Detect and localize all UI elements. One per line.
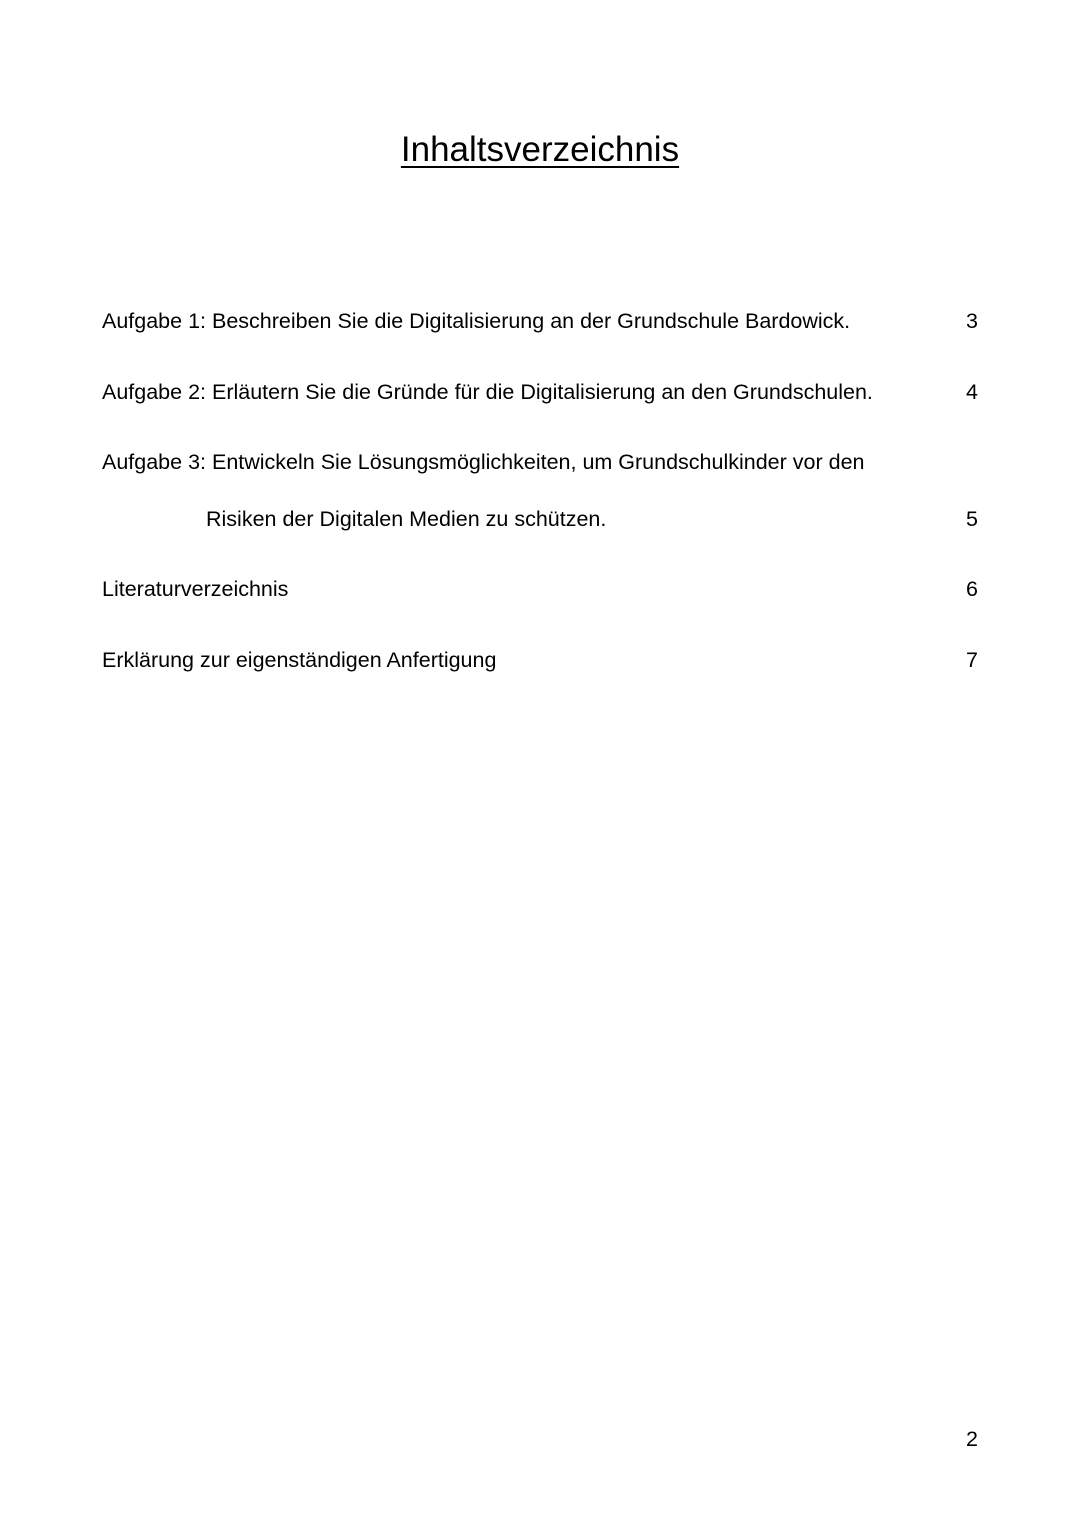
toc-entry	[102, 645, 978, 675]
toc-entry	[102, 447, 978, 477]
toc-entry	[102, 574, 978, 604]
toc-entry-text: Erklärung zur eigenständigen Anfertigung	[102, 648, 497, 672]
toc-heading	[0, 128, 1080, 172]
toc-entry-page: 4	[966, 380, 978, 404]
toc-entry-text: Aufgabe 2: Erläutern Sie die Gründe für die Digitalisierung an den Grundschulen.	[102, 380, 873, 404]
toc-entry	[102, 377, 978, 407]
toc-entry-text: Literaturverzeichnis	[102, 577, 289, 601]
toc-entry-text: Aufgabe 1: Beschreiben Sie die Digitalisierung an der Grundschule Bardowick.	[102, 309, 851, 333]
toc-entry-continuation-text: Risiken der Digitalen Medien zu schützen.	[206, 507, 607, 531]
toc-entry-page: 5	[966, 507, 978, 531]
page-number: 2	[966, 1427, 978, 1451]
toc-entry	[102, 306, 978, 336]
toc-entry-page: 6	[966, 577, 978, 601]
toc-entry-text: Aufgabe 3: Entwickeln Sie Lösungsmöglichkeiten, um Grundschulkinder vor den	[102, 450, 865, 474]
toc-heading-text: Inhaltsverzeichnis	[400, 130, 680, 169]
toc-entry-page: 7	[966, 648, 978, 672]
toc-entry-continuation	[102, 504, 978, 534]
toc-entry-page: 3	[966, 309, 978, 333]
